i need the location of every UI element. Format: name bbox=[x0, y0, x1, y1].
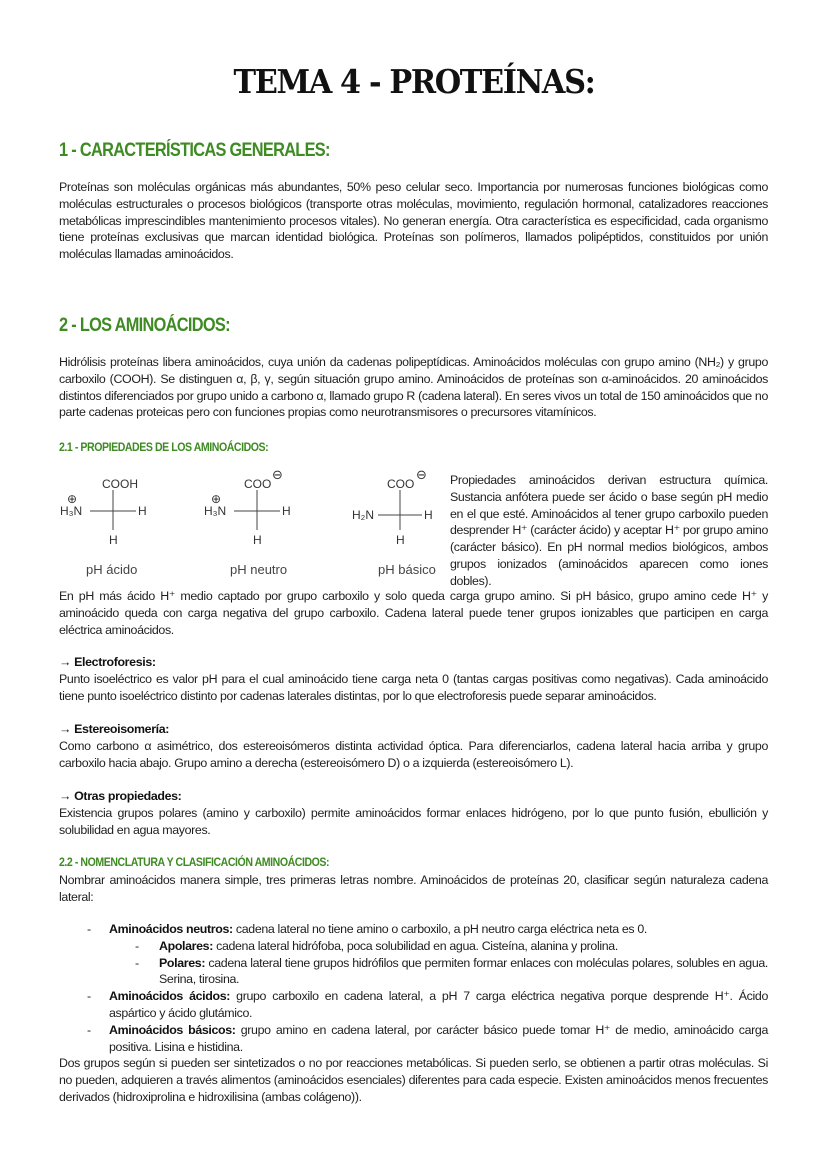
list-item-label: Polares: bbox=[159, 955, 206, 970]
list-item-text: grupo carboxilo en cadena lateral, a pH 7 carga eléctrica negativa porque desprende H⁺. Ácido aspártico y ácido glutámico. bbox=[109, 989, 768, 1020]
electroforesis-text: Punto isoeléctrico es valor pH para el cual aminoácido tiene carga neta 0 (tantas cargas positivas como negativas). Cada aminoácido tiene punto isoeléctrico distinto por cadenas laterales distintas, por lo que electroforesis puede separar aminoácidos. bbox=[59, 672, 768, 703]
svg-text:⊖: ⊖ bbox=[272, 470, 283, 483]
list-item-label: Aminoácidos básicos: bbox=[109, 1022, 236, 1037]
section-2-2-heading: 2.2 - NOMENCLATURA Y CLASIFICACIÓN AMINOÁCIDOS: bbox=[59, 855, 330, 869]
list-item bbox=[59, 988, 768, 1022]
svg-text:⊕: ⊕ bbox=[67, 492, 78, 506]
section-2-1-heading: 2.1 - PROPIEDADES DE LOS AMINOÁCIDOS: bbox=[59, 440, 269, 454]
otras-propiedades-text: Existencia grupos polares (amino y carboxilo) permite aminoácidos formar enlaces hidrógeno, por lo que punto fusión, ebullición y solubilidad en agua mayores. bbox=[59, 806, 768, 837]
section-2-heading: 2 - LOS AMINOÁCIDOS: bbox=[59, 315, 230, 336]
svg-text:H: H bbox=[109, 533, 118, 547]
structure-diagram-icon bbox=[58, 470, 188, 550]
properties-side-text: Propiedades aminoácidos derivan estructura química. Sustancia anfótera puede ser ácido o base según pH medio en el que esté. Aminoácidos al tener grupo carboxilo pueden desprender H⁺ (carácter ácido) y aceptar H⁺ por grupo amino (carácter básico). En pH normal medios biológicos, ambos grupos ionizados (aminoácidos aparecen como iones dobles). bbox=[450, 473, 768, 588]
svg-text:H: H bbox=[396, 533, 405, 547]
list-item bbox=[59, 955, 768, 989]
list-item-text: cadena lateral no tiene amino o carboxilo, a pH neutro carga eléctrica neta es 0. bbox=[232, 922, 647, 936]
amino-acid-structure-acid bbox=[58, 470, 188, 582]
electroforesis-heading: → Electroforesis: bbox=[59, 655, 156, 669]
structure-caption: pH básico bbox=[378, 562, 436, 577]
structure-diagram-icon bbox=[202, 470, 332, 550]
svg-text:H₂N: H₂N bbox=[352, 508, 374, 522]
list-item bbox=[59, 938, 768, 955]
svg-text:H: H bbox=[253, 533, 262, 547]
list-item-text: cadena lateral tiene grupos hidrófilos que permiten formar enlaces con moléculas polares, solubles en agua. Serina, tirosina. bbox=[159, 955, 768, 987]
svg-text:COO: COO bbox=[387, 477, 415, 491]
bullet-dash: - bbox=[135, 955, 139, 970]
bullet-dash: - bbox=[87, 922, 91, 936]
otras-propiedades-heading: → Otras propiedades: bbox=[59, 789, 182, 803]
section-1-heading: 1 - CARACTERÍSTICAS GENERALES: bbox=[59, 140, 330, 161]
estereoisomeria-heading: → Estereoisomería: bbox=[59, 722, 170, 736]
classification-list bbox=[59, 921, 768, 1055]
svg-text:H: H bbox=[282, 504, 291, 518]
section-2-text: Hidrólisis proteínas libera aminoácidos, cuya unión da cadenas polipeptídicas. Aminoácidos moléculas con grupo amino (NH₂) y grupo carboxilo (COOH). Se distinguen α, β, γ, según situación grupo amino. Aminoácidos de proteínas son α-aminoácidos. 20 aminoácidos distintos diferenciados por grupo unido a carbono α, llamado grupo R (cadena lateral). En seres vivos un total de 150 aminoácidos que no parte cadenas proteicas pero con funciones propias como neurotransmisores o precursores vitamínicos. bbox=[59, 355, 768, 420]
list-item bbox=[59, 1022, 768, 1056]
page-title: TEMA 4 - PROTEÍNAS: bbox=[233, 62, 595, 101]
structure-caption: pH neutro bbox=[230, 562, 288, 577]
svg-text:COO: COO bbox=[244, 477, 272, 491]
svg-text:⊖: ⊖ bbox=[416, 470, 427, 483]
list-item-label: Apolares: bbox=[159, 938, 213, 953]
structure-diagram-icon bbox=[352, 470, 452, 550]
section-2-2-closing: Dos grupos según si pueden ser sintetizados o no por reacciones metabólicas. Si pueden serlo, se obtienen a partir otras moléculas. Si no pueden, adquieren a través alimentos (aminoácidos esenciales) diferentes para cada especie. Existen aminoácidos menos frecuentes derivados (hidroxiprolina e hidroxilisina (ambas colágeno)). bbox=[59, 1056, 768, 1104]
estereoisomeria-text: Como carbono α asimétrico, dos estereoisómeros distinta actividad óptica. Para diferenciarlos, cadena lateral hacia arriba y grupo carboxilo hacia abajo. Grupo amino a derecha (estereoisómero D) o a izquierda (estereoisómero L). bbox=[59, 739, 768, 770]
section-2-2-intro: Nombrar aminoácidos manera simple, tres primeras letras nombre. Aminoácidos de proteínas 20, clasificar según naturaleza cadena lateral: bbox=[59, 873, 768, 904]
svg-text:H₃N: H₃N bbox=[60, 504, 83, 518]
amino-acid-structure-basic bbox=[352, 470, 452, 582]
svg-text:H: H bbox=[138, 504, 147, 518]
section-1-text: Proteínas son moléculas orgánicas más abundantes, 50% peso celular seco. Importancia por numerosas funciones biológicas como moléculas estructurales o procesos biológicos (transporte otras moléculas, movimiento, regulación hormonal, catalizadores reacciones metabólicas imprescindibles mantenimiento procesos vitales). No generan energía. Otra característica es especificidad, cada organismo tiene proteínas exclusivas que marcan identidad biológica. Proteínas son polímeros, llamados polipéptidos, constituidos por unión moléculas llamadas aminoácidos. bbox=[59, 180, 768, 262]
structure-caption: pH ácido bbox=[86, 562, 138, 577]
list-item-label: Aminoácidos ácidos: bbox=[109, 989, 231, 1004]
svg-text:COOH: COOH bbox=[102, 477, 138, 491]
bullet-dash: - bbox=[87, 989, 91, 1004]
amino-acid-structure-neutral bbox=[202, 470, 332, 582]
list-item-text: grupo amino en cadena lateral, por carácter básico puede tomar H⁺ de medio, aminoácido carga positiva. Lisina e histidina. bbox=[109, 1022, 768, 1054]
ph-text: En pH más ácido H⁺ medio captado por grupo carboxilo y solo queda carga grupo amino. Si pH básico, grupo amino cede H⁺ y aminoácido queda con carga negativa del grupo carboxilo. Cadena lateral puede tener grupos ionizables que participen en carga eléctrica aminoácidos. bbox=[59, 589, 768, 637]
bullet-dash: - bbox=[135, 938, 139, 953]
bullet-dash: - bbox=[87, 1022, 91, 1037]
svg-text:H₃N: H₃N bbox=[204, 504, 227, 518]
svg-text:H: H bbox=[424, 508, 433, 522]
list-item-text: cadena lateral hidrófoba, poca solubilidad en agua. Cisteína, alanina y prolina. bbox=[213, 938, 618, 953]
svg-text:⊕: ⊕ bbox=[211, 492, 222, 506]
list-item bbox=[59, 921, 768, 938]
list-item-label: Aminoácidos neutros: bbox=[109, 922, 233, 936]
